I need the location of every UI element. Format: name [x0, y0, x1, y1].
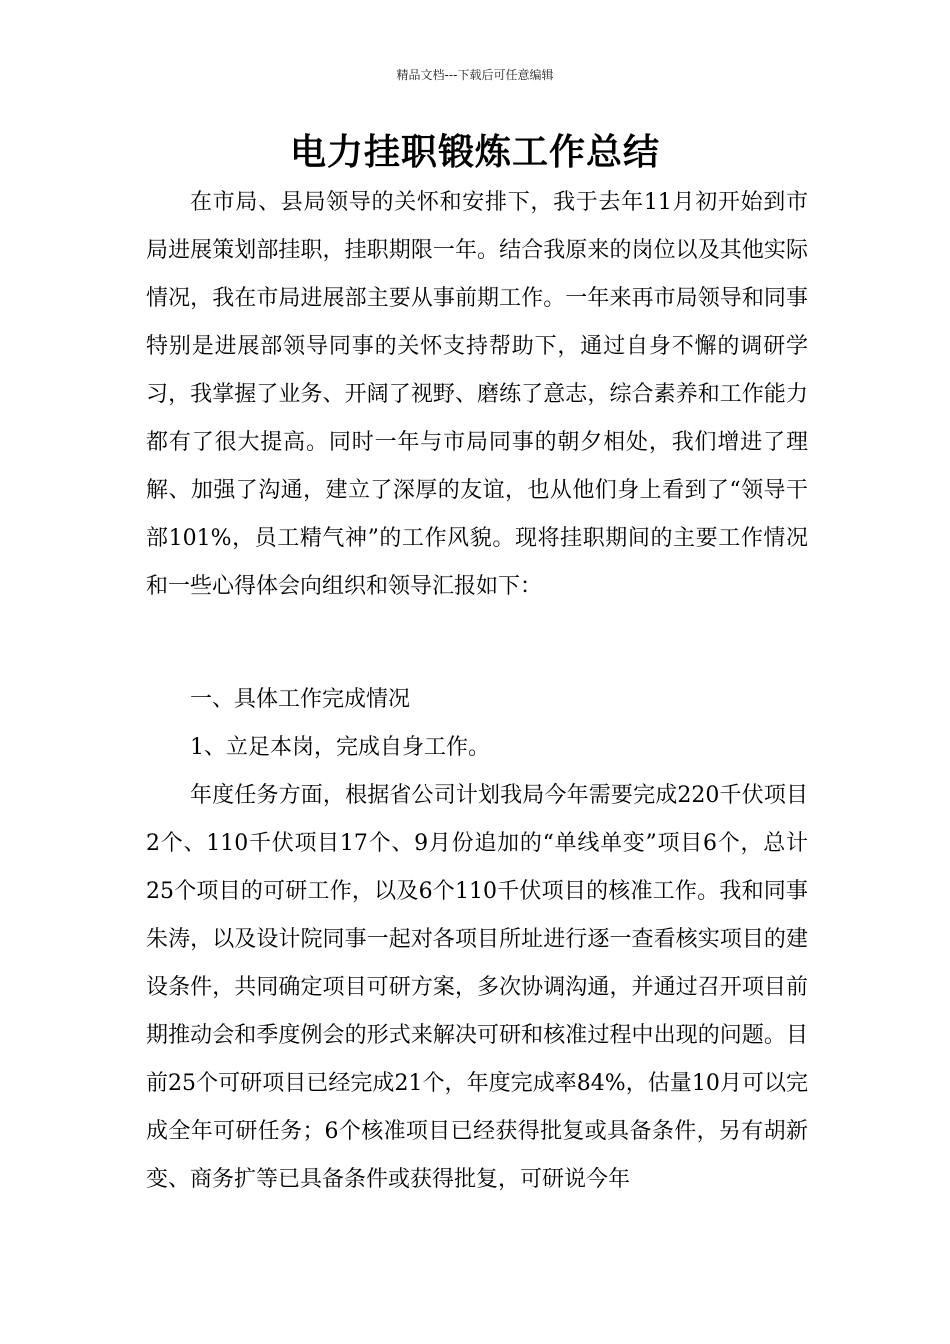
subsection-heading: 1、立足本岗，完成自身工作。 — [190, 735, 490, 760]
section-heading: 一、具体工作完成情况 — [190, 687, 411, 712]
intro-paragraph: 在市局、县局领导的关怀和安排下，我于去年11月初开始到市局进展策划部挂职，挂职期限一年。结合我原来的岗位以及其他实际情况，我在市局进展部主要从事前期工作。一年来再市局领导和同事特别是进展部领导同事的关怀支持帮助下，通过自身不懈的调研学习，我掌握了业务、开阔了视野、磨练了意志，综合素养和工作能力都有了很大提高。同时一年与市局同事的朝夕相处，我们增进了理解、加强了沟通，建立了深厚的友谊，也从他们身上看到了“领导干部101%，员工精气神”的工作风貌。现将挂职期间的主要工作情况和一些心得体会向组织和领导汇报如下： — [146, 190, 808, 599]
document-title: 电力挂职锻炼工作总结 — [289, 132, 660, 173]
header-note: 精品文档---下载后可任意编辑 — [396, 68, 554, 82]
section-body-paragraph: 年度任务方面，根据省公司计划我局今年需要完成220千伏项目2个、110千伏项目17个、9月份追加的“单线单变”项目6个，总计25个项目的可研工作，以及6个110千伏项目的核准工作。我和同事朱涛，以及设计院同事一起对各项目所址进行逐一查看核实项目的建设条件，共同确定项目可研方案，多次协调沟通，并通过召开项目前期推动会和季度例会的形式来解决可研和核准过程中出现的问题。目前25个可研项目已经完成21个，年度完成率84%，估量10月可以完成全年可研任务；6个核准项目已经获得批复或具备条件，另有胡新变、商务扩等已具备条件或获得批复，可研说今年 — [146, 783, 808, 1192]
